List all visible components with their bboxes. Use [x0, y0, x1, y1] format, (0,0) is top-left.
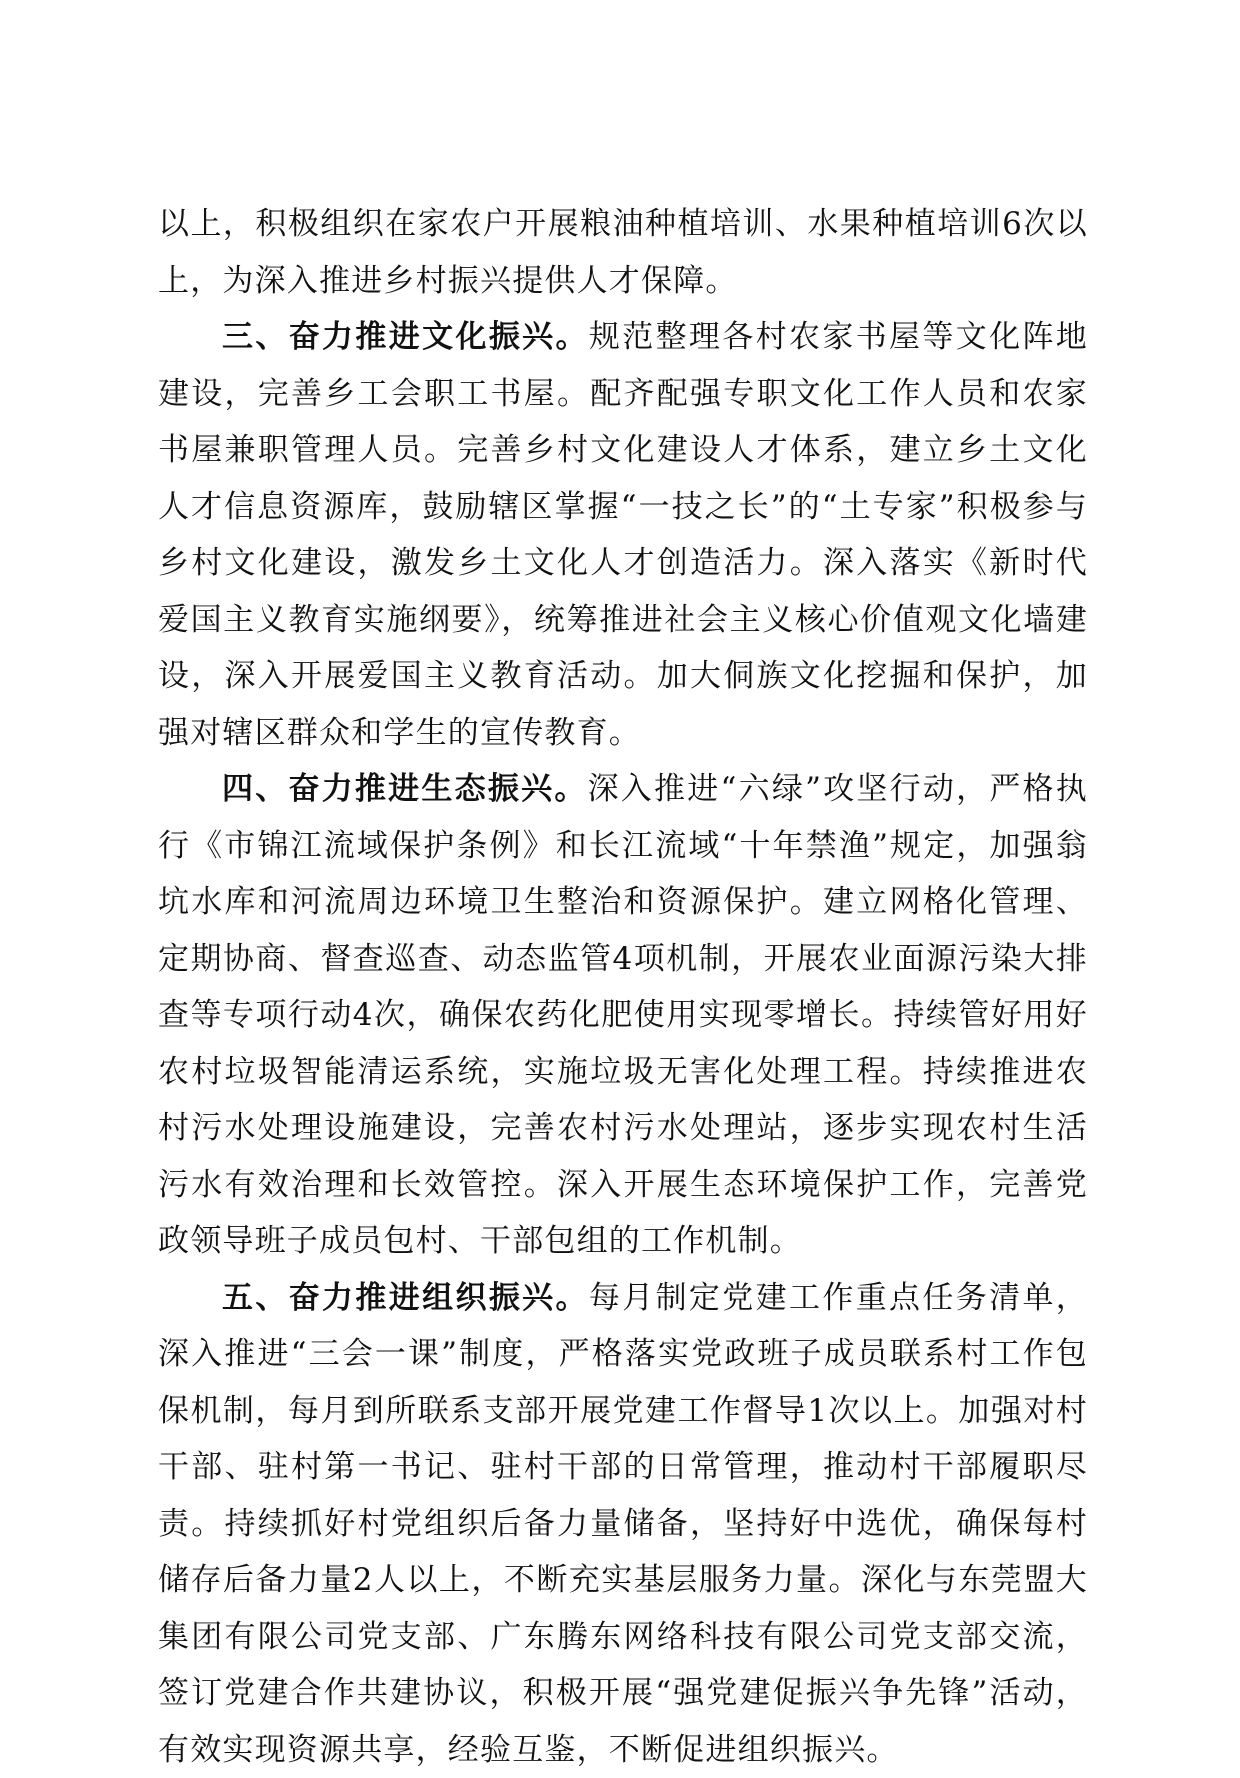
paragraph-organizational-revitalization	[158, 1270, 1088, 1778]
paragraph-ecological-revitalization	[158, 761, 1088, 1270]
paragraph-continuation	[158, 196, 1088, 309]
paragraph-cultural-revitalization	[158, 309, 1088, 761]
paragraph-body: 规范整理各村农家书屋等文化阵地建设，完善乡工会职工书屋。配齐配强专职文化工作人员和农家书屋兼职管理人员。完善乡村文化建设人才体系，建立乡土文化人才信息资源库，鼓励辖区掌握“一技之长”的“土专家”积极参与乡村文化建设，激发乡土文化人才创造活力。深入落实《新时代爱国主义教育实施纲要》，统筹推进社会主义核心价值观文化墙建设，深入开展爱国主义教育活动。加大侗族文化挖掘和保护，加强对辖区群众和学生的宣传教育。	[158, 319, 1088, 751]
section-heading-ecology: 四、奋力推进生态振兴。	[222, 771, 588, 807]
paragraph-body: 深入推进“六绿”攻坚行动，严格执行《市锦江流域保护条例》和长江流域“十年禁渔”规定，加强翁坑水库和河流周边环境卫生整治和资源保护。建立网格化管理、定期协商、督查巡查、动态监管4项机制，开展农业面源污染大排查等专项行动4次，确保农药化肥使用实现零增长。持续管好用好农村垃圾智能清运系统，实施垃圾无害化处理工程。持续推进农村污水处理设施建设，完善农村污水处理站，逐步实现农村生活污水有效治理和长效管控。深入开展生态环境保护工作，完善党政领导班子成员包村、干部包组的工作机制。	[158, 771, 1088, 1259]
paragraph-body: 以上，积极组织在家农户开展粮油种植培训、水果种植培训6次以上，为深入推进乡村振兴提供人才保障。	[158, 206, 1088, 299]
document-body	[158, 196, 1088, 1778]
section-heading-organization: 五、奋力推进组织振兴。	[222, 1280, 589, 1316]
paragraph-body: 每月制定党建工作重点任务清单，深入推进“三会一课”制度，严格落实党政班子成员联系村工作包保机制，每月到所联系支部开展党建工作督导1次以上。加强对村干部、驻村第一书记、驻村干部的日常管理，推动村干部履职尽责。持续抓好村党组织后备力量储备，坚持好中选优，确保每村储存后备力量2人以上，不断充实基层服务力量。深化与东莞盟大集团有限公司党支部、广东腾东网络科技有限公司党支部交流，签订党建合作共建协议，积极开展“强党建促振兴争先锋”活动，有效实现资源共享，经验互鉴，不断促进组织振兴。	[158, 1280, 1088, 1768]
section-heading-culture: 三、奋力推进文化振兴。	[222, 319, 589, 355]
